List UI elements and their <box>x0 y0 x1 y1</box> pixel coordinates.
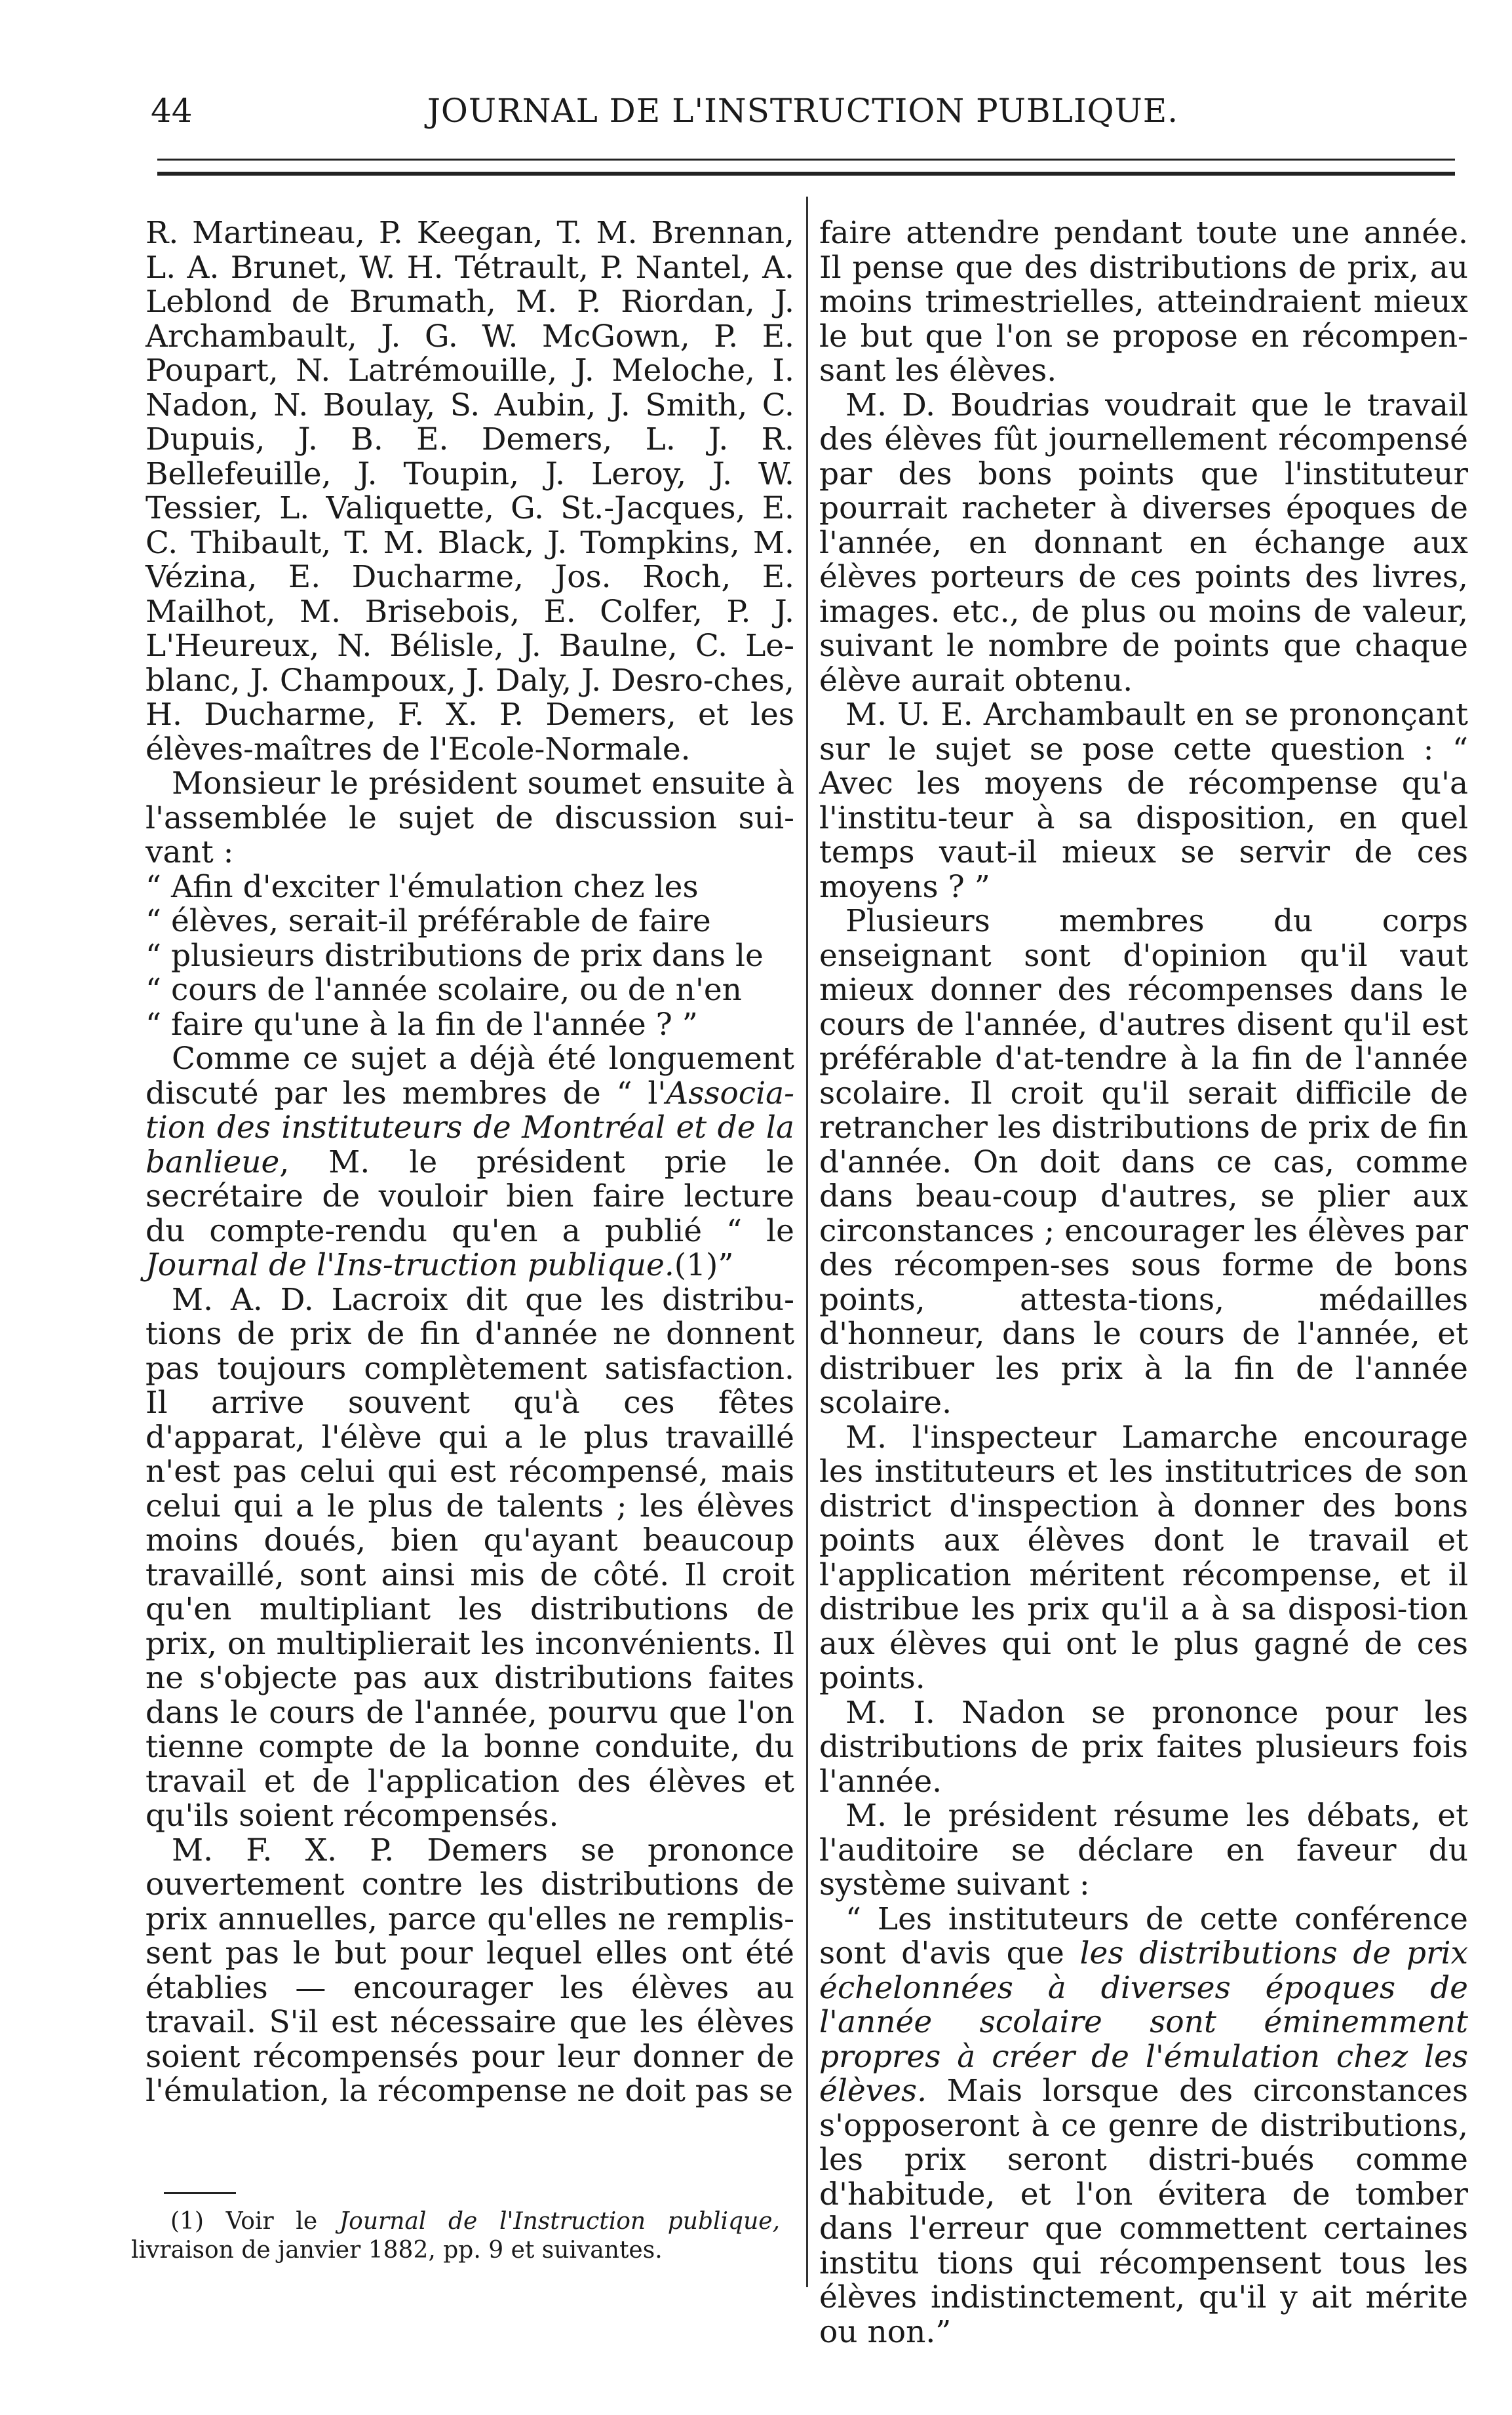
paragraph-archambault: M. U. E. Archambault en se prononçant sur le sujet se pose cette question : “ Avec les moyens de récompense qu'a l'institu-teur à sa disposition, en quel temps vaut-il mieux se servir de ces moyens ? ” <box>819 697 1468 905</box>
attendee-list: R. Martineau, P. Keegan, T. M. Brennan, L. A. Brunet, W. H. Tétrault, P. Nantel, A. Leblond de Brumath, M. P. Riordan, J. Archambault, J. G. W. McGown, P. E. Poupart, N. Latrémouille, J. Meloche, I. Nadon, N. Boulay, S. Aubin, J. Smith, C. Dupuis, J. B. E. Demers, L. J. R. Bellefeuille, J. Toupin, J. Leroy, J. W. Tessier, L. Valiquette, G. St.-Jacques, E. C. Thibault, T. M. Black, J. Tompkins, M. Vézina, E. Ducharme, Jos. Roch, E. Mailhot, M. Brisebois, E. Colfer, P. J. L'Heureux, N. Bélisle, J. Baulne, C. Le-blanc, J. Champoux, J. Daly, J. Desro-ches, H. Ducharme, F. X. P. Demers, et les élèves-maîtres de l'Ecole-Normale. <box>145 215 794 767</box>
journal-reference: Journal de l'Ins-truction publique. <box>145 1247 674 1283</box>
paragraph-president-summary: M. le président résume les débats, et l'auditoire se déclare en faveur du système suivant : <box>819 1798 1468 1903</box>
footnote-rule <box>164 2192 236 2194</box>
column-divider <box>806 197 808 2287</box>
journal-reference: Journal de l'Instruction publique, <box>339 2208 781 2235</box>
paragraph-boudrias: M. D. Boudrias voudrait que le travail des élèves fût journellement récompensé par des bons points que l'instituteur pourrait racheter à diverses époques de l'année, en donnant en échange aux élèves porteurs de ces points des livres, images. etc., de plus ou moins de valeur, suivant le nombre de points que chaque élève aurait obtenu. <box>819 387 1468 699</box>
paragraph-lamarche: M. l'inspecteur Lamarche encourage les instituteurs et les institutrices de son district d'inspection à donner des bons points aux élèves dont le travail et l'application méritent récompense, et il distribue les prix qu'il a à sa disposi-tion aux élèves qui ont le plus gagné de ces points. <box>819 1419 1468 1696</box>
text-run: Comme ce sujet a déjà été longuement discuté par les membres de “ l' <box>145 1041 794 1111</box>
quote-line: “ cours de l'année scolaire, ou de n'en <box>145 972 742 1008</box>
footnote-marker: (1)” <box>674 1247 734 1283</box>
paragraph-secretary-reading <box>145 1042 794 1283</box>
paragraph-conclusion <box>819 1903 1468 2350</box>
discussion-question <box>145 870 794 1043</box>
header-rule-thick <box>157 172 1455 176</box>
text-run: (1) Voir le <box>170 2208 339 2235</box>
text-run: livraison de janvier 1882, pp. 9 et suivantes. <box>131 2237 663 2264</box>
text-run: Mais lorsque des circonstances s'opposeront à ce genre de distributions, les prix seront distri-bués comme d'habitude, et l'on évitera de tomber dans l'erreur que commettent certaines institu tions qui récompensent tous les élèves indistinctement, qu'il y ait mérite ou non.” <box>819 2073 1468 2350</box>
paragraph-president-subject: Monsieur le président soumet ensuite à l'assemblée le sujet de discussion sui-vant : <box>145 765 794 870</box>
footnote <box>131 2207 780 2265</box>
association-name: Associa-tion des instituteurs de Montréal et de la banlieue <box>145 1075 794 1180</box>
page-number: 44 <box>151 92 193 130</box>
footnote-text <box>131 2207 780 2265</box>
journal-title: JOURNAL DE L'INSTRUCTION PUBLIQUE. <box>427 92 1179 130</box>
text-run: , M. le président prie le secrétaire de vouloir bien faire lecture du compte-rendu qu'en a publié “ le <box>145 1144 794 1249</box>
quote-line: “ faire qu'une à la fin de l'année ? ” <box>145 1006 698 1043</box>
left-column <box>145 216 794 2109</box>
paragraph-lacroix: M. A. D. Lacroix dit que les distribu-tions de prix de fin d'année ne donnent pas toujours complètement satisfaction. Il arrive souvent qu'à ces fêtes d'apparat, l'élève qui a le plus travaillé n'est pas celui qui est récompensé, mais celui qui a le plus de talents ; les élèves moins doués, bien qu'ayant beaucoup travaillé, sont ainsi mis de côté. Il croit qu'en multipliant les distributions de prix, on multiplierait les inconvénients. Il ne s'objecte pas aux distributions faites dans le cours de l'année, pourvu que l'on tienne compte de la bonne conduite, du travail et de l'application des élèves et qu'ils soient récompensés. <box>145 1281 794 1834</box>
paragraph-teachers-opinion: Plusieurs membres du corps enseignant sont d'opinion qu'il vaut mieux donner des récompenses dans le cours de l'année, d'autres disent qu'il est préférable d'at-tendre à la fin de l'année scolaire. Il croit qu'il serait difficile de retrancher les distributions de prix de fin d'année. On doit dans ce cas, comme dans beau-coup d'autres, se plier aux circonstances ; encourager les élèves par des récompen-ses sous forme de bons points, attesta-tions, médailles d'honneur, dans le cours de l'année, et distribuer les prix à la fin de l'année scolaire. <box>819 903 1468 1421</box>
page-header <box>151 92 1455 144</box>
quote-line: “ élèves, serait-il préférable de faire <box>145 903 711 939</box>
quote-line: “ Afin d'exciter l'émulation chez les <box>145 868 699 905</box>
paragraph-continuation: faire attendre pendant toute une année. Il pense que des distributions de prix, au moins trimestrielles, atteindraient mieux le but que l'on se propose en récompen-sant les élèves. <box>819 215 1468 389</box>
paragraph-demers: M. F. X. P. Demers se prononce ouvertement contre les distributions de prix annuelles, parce qu'elles ne remplis-sent pas le but pour lequel elles ont été établies — encourager les élèves au travail. S'il est nécessaire que les élèves soient récompensés pour leur donner de l'émulation, la récompense ne doit pas se <box>145 1832 794 2109</box>
paragraph-nadon: M. I. Nadon se prononce pour les distributions de prix faites plusieurs fois l'année. <box>819 1694 1468 1800</box>
resolution-text: les distributions de prix échelonnées à diverses époques de l'année scolaire sont éminemment propres à créer de l'émulation chez les élèves. <box>819 1935 1468 2109</box>
quote-line: “ plusieurs distributions de prix dans le <box>145 937 764 974</box>
header-rule-thin <box>157 159 1455 161</box>
text-run: “ Les instituteurs de cette conférence sont d'avis que <box>819 1901 1468 1971</box>
right-column <box>819 216 1468 2349</box>
